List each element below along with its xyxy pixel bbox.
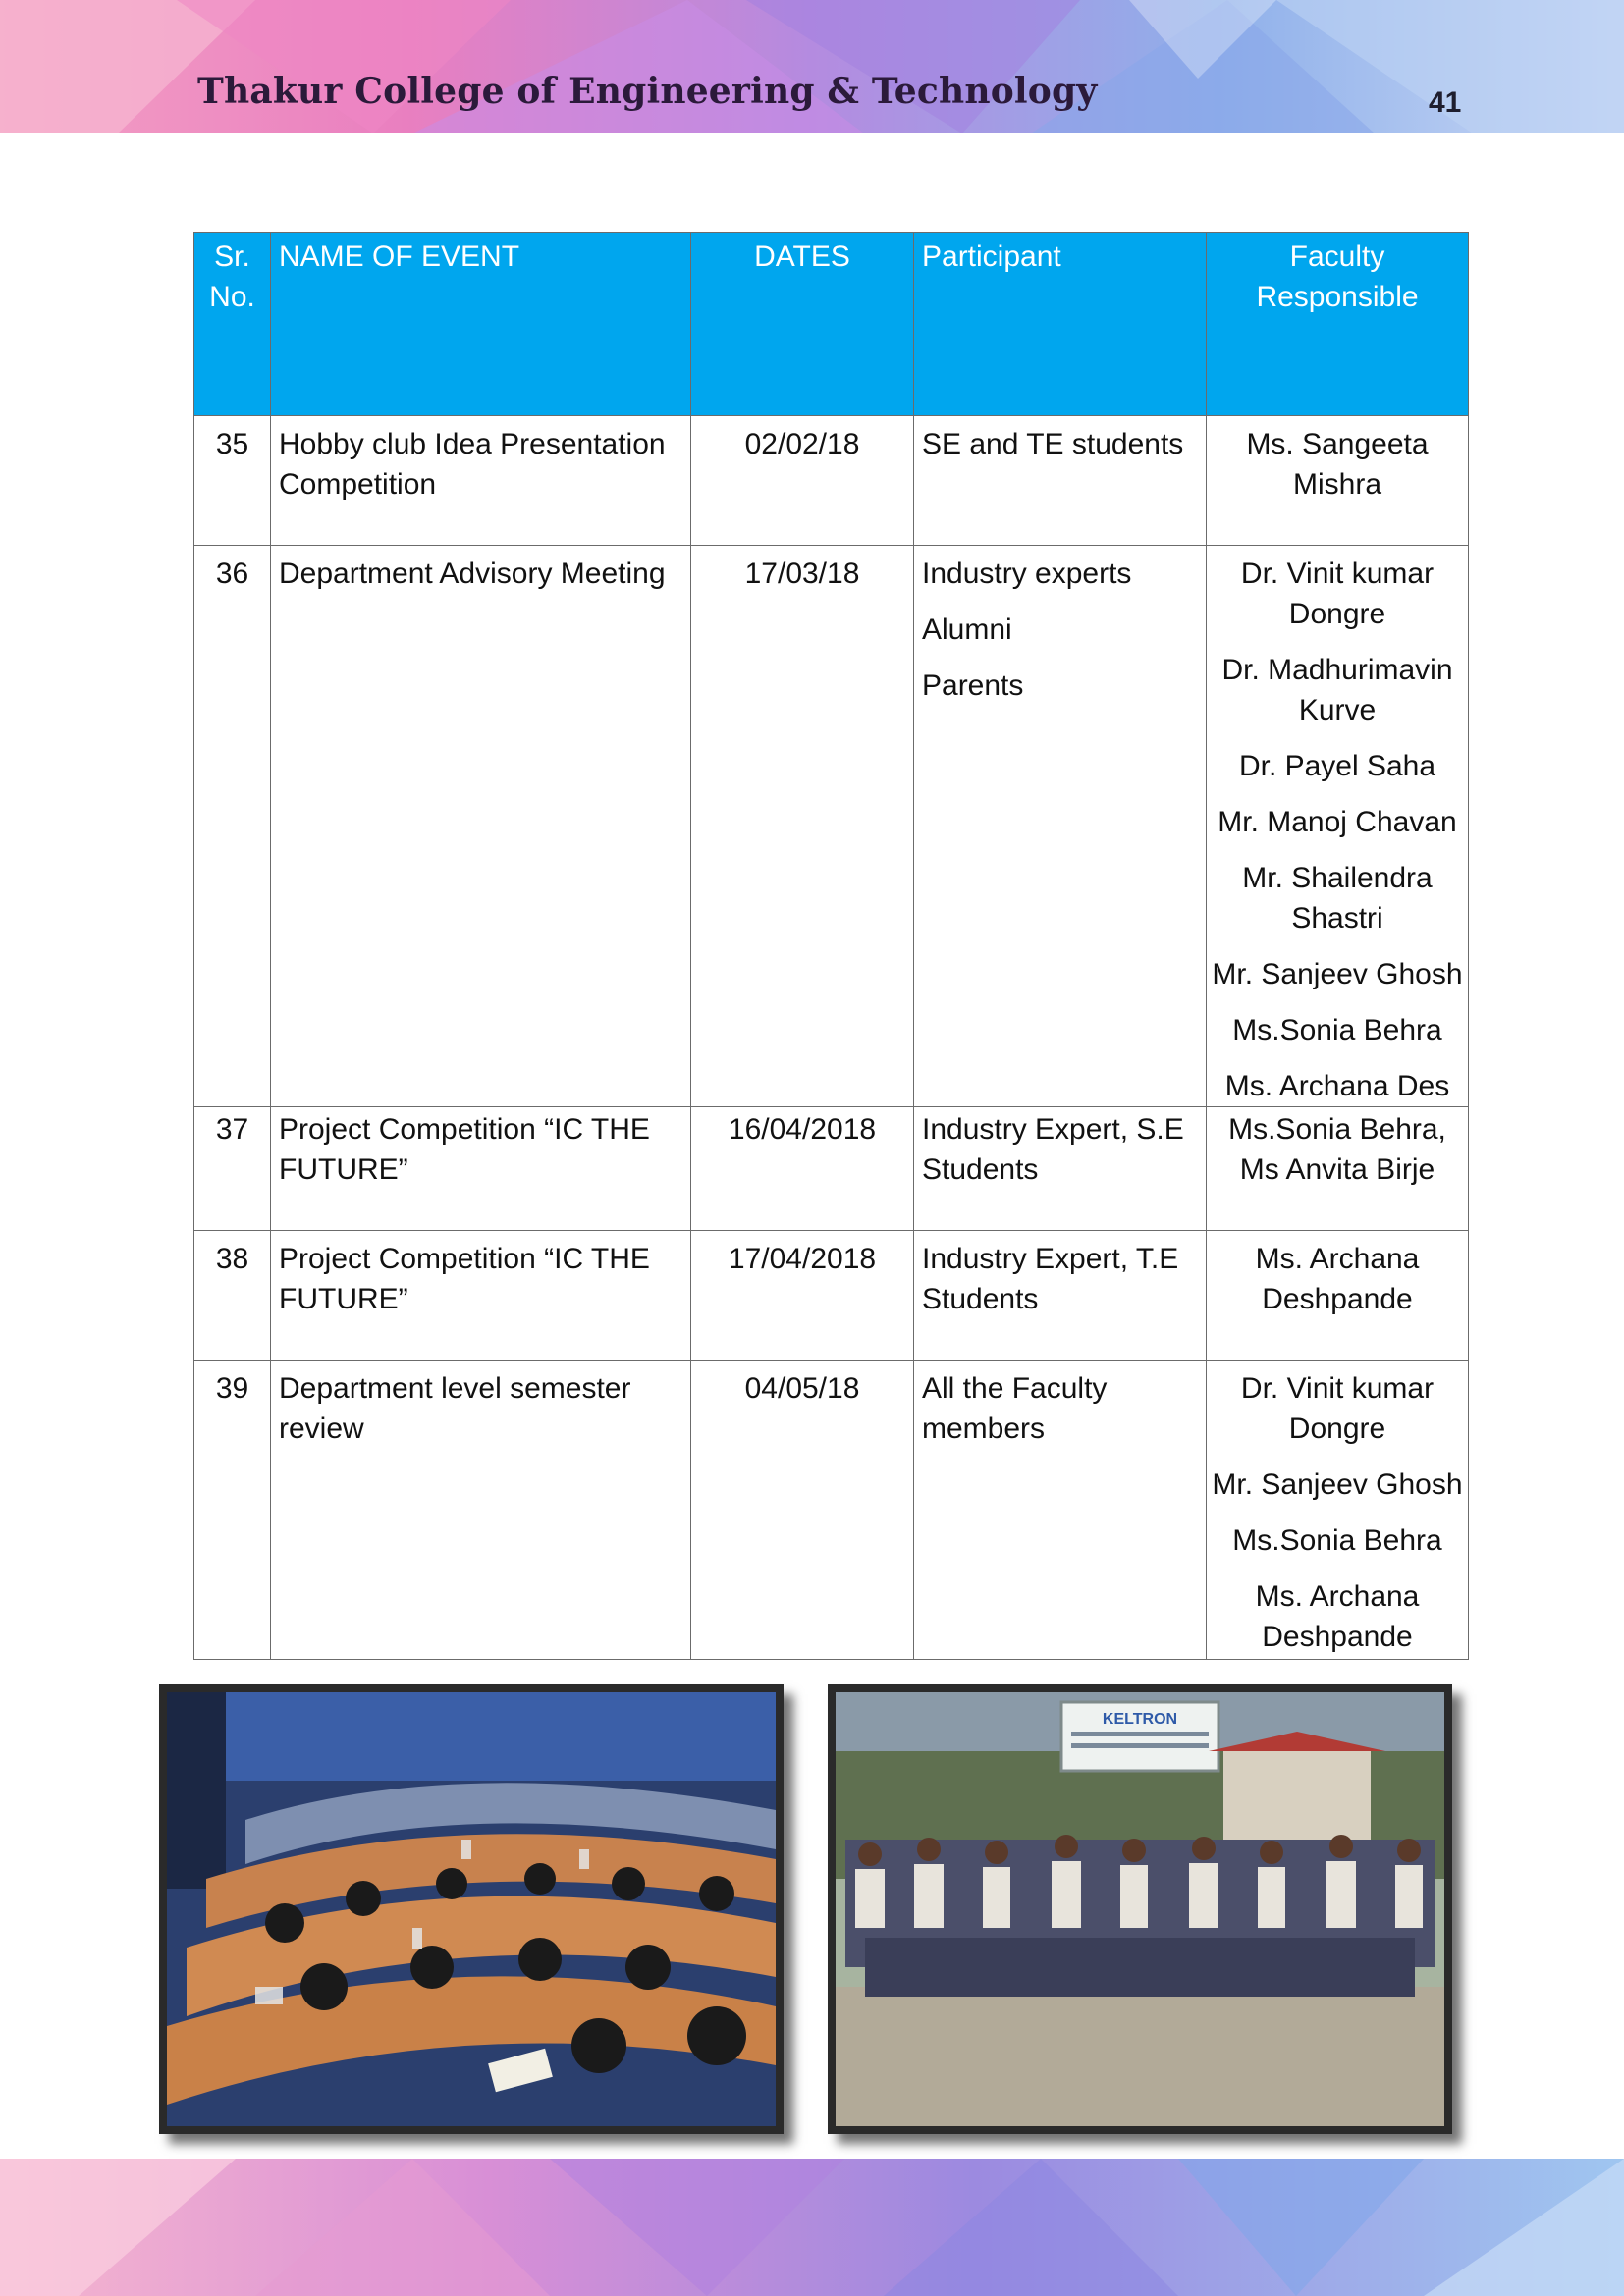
faculty-entry: Dr. Vinit kumar Dongre — [1240, 558, 1435, 630]
participant-entry: SE and TE students — [922, 428, 1184, 460]
faculty-entry: Dr. Payel Saha — [1238, 750, 1436, 782]
participants — [914, 416, 1207, 546]
table-row — [194, 416, 1469, 546]
sr-number: 38 — [194, 1231, 271, 1361]
lecture-hall-photo — [159, 1684, 784, 2134]
faculty-entry: Ms. Archana Deshpande — [1255, 1580, 1420, 1653]
faculty-responsible — [1207, 1107, 1469, 1231]
participants — [914, 1361, 1207, 1660]
table-row — [194, 1231, 1469, 1361]
faculty-entry: Mr. Shailendra Shastri — [1242, 862, 1433, 934]
page-number: 41 — [1429, 86, 1462, 119]
faculty-responsible — [1207, 416, 1469, 546]
participant-entry: All the Faculty members — [922, 1372, 1108, 1445]
event-date: 16/04/2018 — [691, 1107, 914, 1231]
faculty-entry: Dr. Vinit kumar Dongre — [1240, 1372, 1435, 1445]
event-name: Department level semester review — [271, 1361, 691, 1660]
column-header-dates: DATES — [691, 233, 914, 416]
event-name: Hobby club Idea Presentation Competition — [271, 416, 691, 546]
faculty-entry: Ms.Sonia Behra, Ms Anvita Birje — [1228, 1113, 1446, 1186]
table-row — [194, 1361, 1469, 1660]
participant-entry: Industry experts — [922, 558, 1132, 590]
table-row — [194, 546, 1469, 1107]
sign-text: KELTRON — [1102, 1711, 1178, 1728]
participant-entry: Alumni — [922, 614, 1012, 646]
participants — [914, 1107, 1207, 1231]
sr-number: 39 — [194, 1361, 271, 1660]
faculty-responsible — [1207, 1231, 1469, 1361]
faculty-entry: Ms.Sonia Behra — [1232, 1014, 1442, 1046]
footer-banner — [0, 2159, 1624, 2296]
event-name: Project Competition “IC THE FUTURE” — [271, 1107, 691, 1231]
event-date: 02/02/18 — [691, 416, 914, 546]
participant-entry: Parents — [922, 669, 1024, 702]
table-header-row — [194, 233, 1469, 416]
column-header-participant: Participant — [914, 233, 1207, 416]
participants — [914, 546, 1207, 1107]
participant-entry: Industry Expert, S.E Students — [922, 1113, 1184, 1186]
institution-title: Thakur College of Engineering & Technology — [197, 71, 1098, 112]
faculty-entry: Ms. Archana Des — [1224, 1070, 1450, 1102]
faculty-responsible — [1207, 546, 1469, 1107]
faculty-entry: Ms.Sonia Behra — [1232, 1524, 1442, 1557]
participants — [914, 1231, 1207, 1361]
event-name: Project Competition “IC THE FUTURE” — [271, 1231, 691, 1361]
faculty-entry: Mr. Sanjeev Ghosh — [1212, 958, 1463, 990]
faculty-entry: Ms. Archana Deshpande — [1255, 1243, 1420, 1315]
faculty-entry: Mr. Manoj Chavan — [1218, 806, 1457, 838]
faculty-entry: Dr. Madhurimavin Kurve — [1221, 654, 1453, 726]
faculty-responsible — [1207, 1361, 1469, 1660]
sr-number: 36 — [194, 546, 271, 1107]
sr-number: 37 — [194, 1107, 271, 1231]
event-name: Department Advisory Meeting — [271, 546, 691, 1107]
group-photo — [828, 1684, 1452, 2134]
faculty-entry: Mr. Sanjeev Ghosh — [1212, 1468, 1463, 1501]
event-date: 17/04/2018 — [691, 1231, 914, 1361]
event-date: 17/03/18 — [691, 546, 914, 1107]
table-row — [194, 1107, 1469, 1231]
column-header-sr-no: Sr. No. — [194, 233, 271, 416]
header-banner — [0, 0, 1624, 133]
participant-entry: Industry Expert, T.E Students — [922, 1243, 1179, 1315]
column-header-event-name: NAME OF EVENT — [271, 233, 691, 416]
faculty-entry: Ms. Sangeeta Mishra — [1246, 428, 1429, 501]
sr-number: 35 — [194, 416, 271, 546]
column-header-faculty: Faculty Responsible — [1207, 233, 1469, 416]
events-table — [193, 232, 1469, 1660]
event-date: 04/05/18 — [691, 1361, 914, 1660]
